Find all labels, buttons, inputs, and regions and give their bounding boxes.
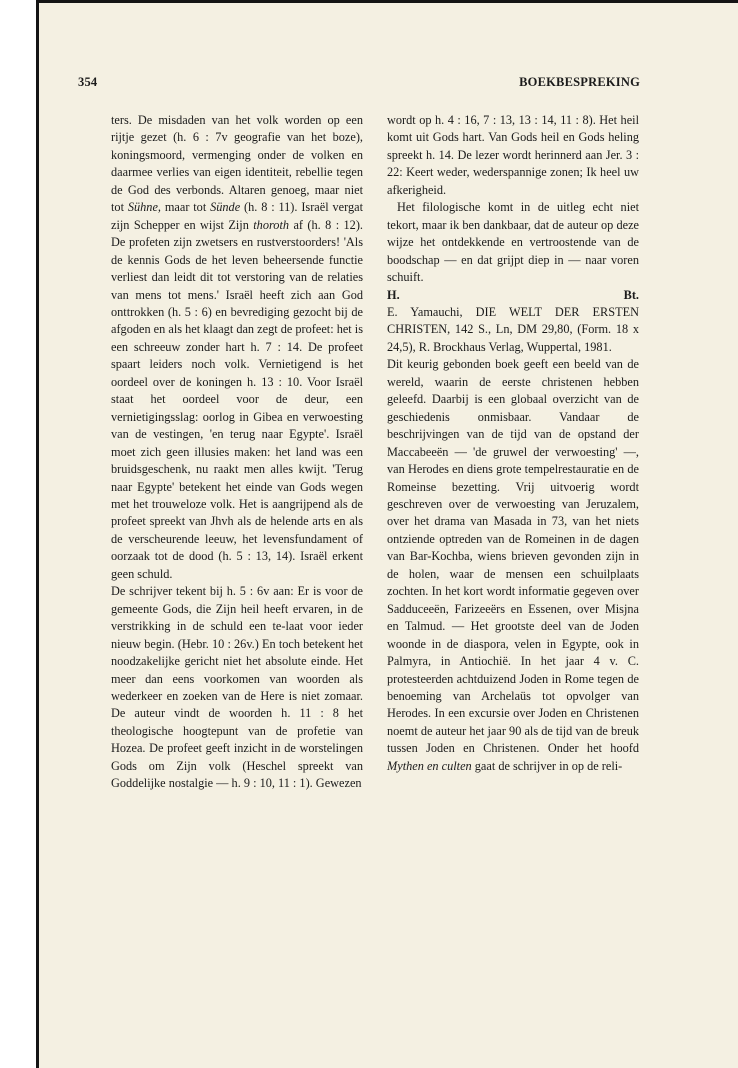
left-paragraph-2: De schrijver tekent bij h. 5 : 6v aan: Er is voor de gemeente Gods, die Zijn heil heeft ervaren, in de verstrikking in de schuld een te-laat voor ieder nieuw begin. (Hebr. 10 : 26v.) En toch betekent het noodzakelijke gericht niet het absolute einde. Het meer dan eens voorkomen van woorden als wederkeer en zoeken van de Here is niet zomaar. De auteur vindt de woorden h. 11 : 8 het theologische hoogtepunt van de profetie van Hozea. De profeet geeft inzicht in de worstelingen Gods om Zijn volk (Heschel spreekt van Goddelijke nostalgie — h. 9 : 10, 11 : 1). Gewezen bbox=[111, 584, 363, 791]
left-paragraph-1: ters. De misdaden van het volk worden op een rijtje gezet (h. 6 : 7v geografie van het boze), koningsmoord, vermenging onder de volken en daarmee verlies van eigen identiteit, rebellie tegen de God des verbonds. Altaren genoeg, maar niet tot Sühne, maar tot Sünde (h. 8 : 11). Israël vergat zijn Schepper en wijst Zijn thoroth af (h. 8 : 12). De profeten zijn zwetsers en rustverstoorders! 'Als de kennis Gods de het leven beheersende functie verliest dan leidt dit tot verstoring van de relaties van mens tot mens.' Israël heeft zich aan God onttrokken (h. 5 : 6) en bevrediging gezocht bij de afgoden en als het klaagt dan zegt de profeet: het is een schreeuw zonder hart h. 7 : 14. De profeet spaart leiders noch volk. Vernietigend is het oordeel over de koningen h. 13 : 10. Voor Israël staat het oordeel voor de deur, een vernietigingsslag: oorlog in Gibea en verwoesting van de vestingen, 'en terug naar Egypte'. Israël moet zich geen illusies maken: het land was een bruidsgeschenk, nu raakt men alles kwijt. 'Terug naar Egypte' betekent het einde van Gods wegen met het trouweloze volk. Het is aangrijpend als de profeet spreekt van Jhvh als de helende arts en als de verscheurende leeuw, het levensfundament of oorzaak tot de dood (h. 5 : 13, 14). Israël erkent geen schuld. bbox=[111, 113, 363, 581]
italic-thoroth: thoroth bbox=[253, 217, 290, 232]
page-number: 354 bbox=[78, 75, 98, 89]
italic-suhne: Sühne, bbox=[127, 200, 161, 215]
right-column bbox=[387, 112, 639, 775]
left-column bbox=[111, 112, 363, 793]
italic-mythen-en-culten: Mythen en culten bbox=[387, 758, 472, 773]
right-paragraph-2: Het filologische komt in de uitleg echt niet tekort, maar ik ben dankbaar, dat de auteur op deze wijze het ontdekkende en vertroostende van de boodschap — en dat grijpt diep in — naar voren schuift. bbox=[387, 200, 639, 285]
italic-sunde: Sünde bbox=[210, 200, 241, 215]
review-text: Dit keurig gebonden boek geeft een beeld van de wereld, waarin de eerste christenen hebben geleefd. Daarbij is een globaal overzicht van de geschiedenis onmisbaar. Vandaar de beschrijvingen van de tijd van de opstand der Maccabeeën — 'de gruwel der verwoesting' —, van Herodes en diens grote tempelrestauratie en de Romeinse bezetting. Vrij uitvoerig wordt geschreven over de verwoesting van Jeruzalem, over het drama van Masada in 73, van het niets ontziende optreden van de Romeinen in de dagen van Bar-Kochba, wiens brieven gevonden zijn in de holen, waar de mensen een schuilplaats zochten. In het kort wordt informatie gegeven over Sadduceeën, Farizeeërs en Essenen, over Misjna en Talmud. — Het grootste deel van de Joden woonde in de diaspora, velen in Egypte, ook in Palmyra, in Antiochië. In het jaar 4 v. C. protesteerden achtduizend Joden in Rome tegen de benoeming van Archelaüs tot opvolger van Herodes. In een excursie over Joden en Christenen noemt de auteur het jaar 90 als de tijd van de breuk tussen Joden en Christenen. Onder het hoofd Mythen en culten gaat de schrijver in op de reli- bbox=[387, 357, 639, 773]
signoff-initial: H. bbox=[387, 287, 400, 302]
review-citation: E. Yamauchi, DIE WELT DER ERSTEN CHRISTEN, 142 S., Ln, DM 29,80, (Form. 18 x 24,5), R. Brockhaus Verlag, Wuppertal, 1981. bbox=[387, 304, 639, 354]
right-paragraph-1: wordt op h. 4 : 16, 7 : 13, 13 : 14, 11 : 8). Het heil komt uit Gods hart. Van Gods heil en Gods heling spreekt h. 14. De lezer wordt herinnerd aan Jer. 3 : 22: Keert weder, wederspannige zonen; Ik heel uw afkerigheid. bbox=[387, 113, 639, 197]
running-head: BOEKBESPREKING bbox=[519, 75, 640, 89]
signoff-reviewer: Bt. bbox=[623, 287, 639, 302]
review-signoff bbox=[387, 287, 639, 304]
